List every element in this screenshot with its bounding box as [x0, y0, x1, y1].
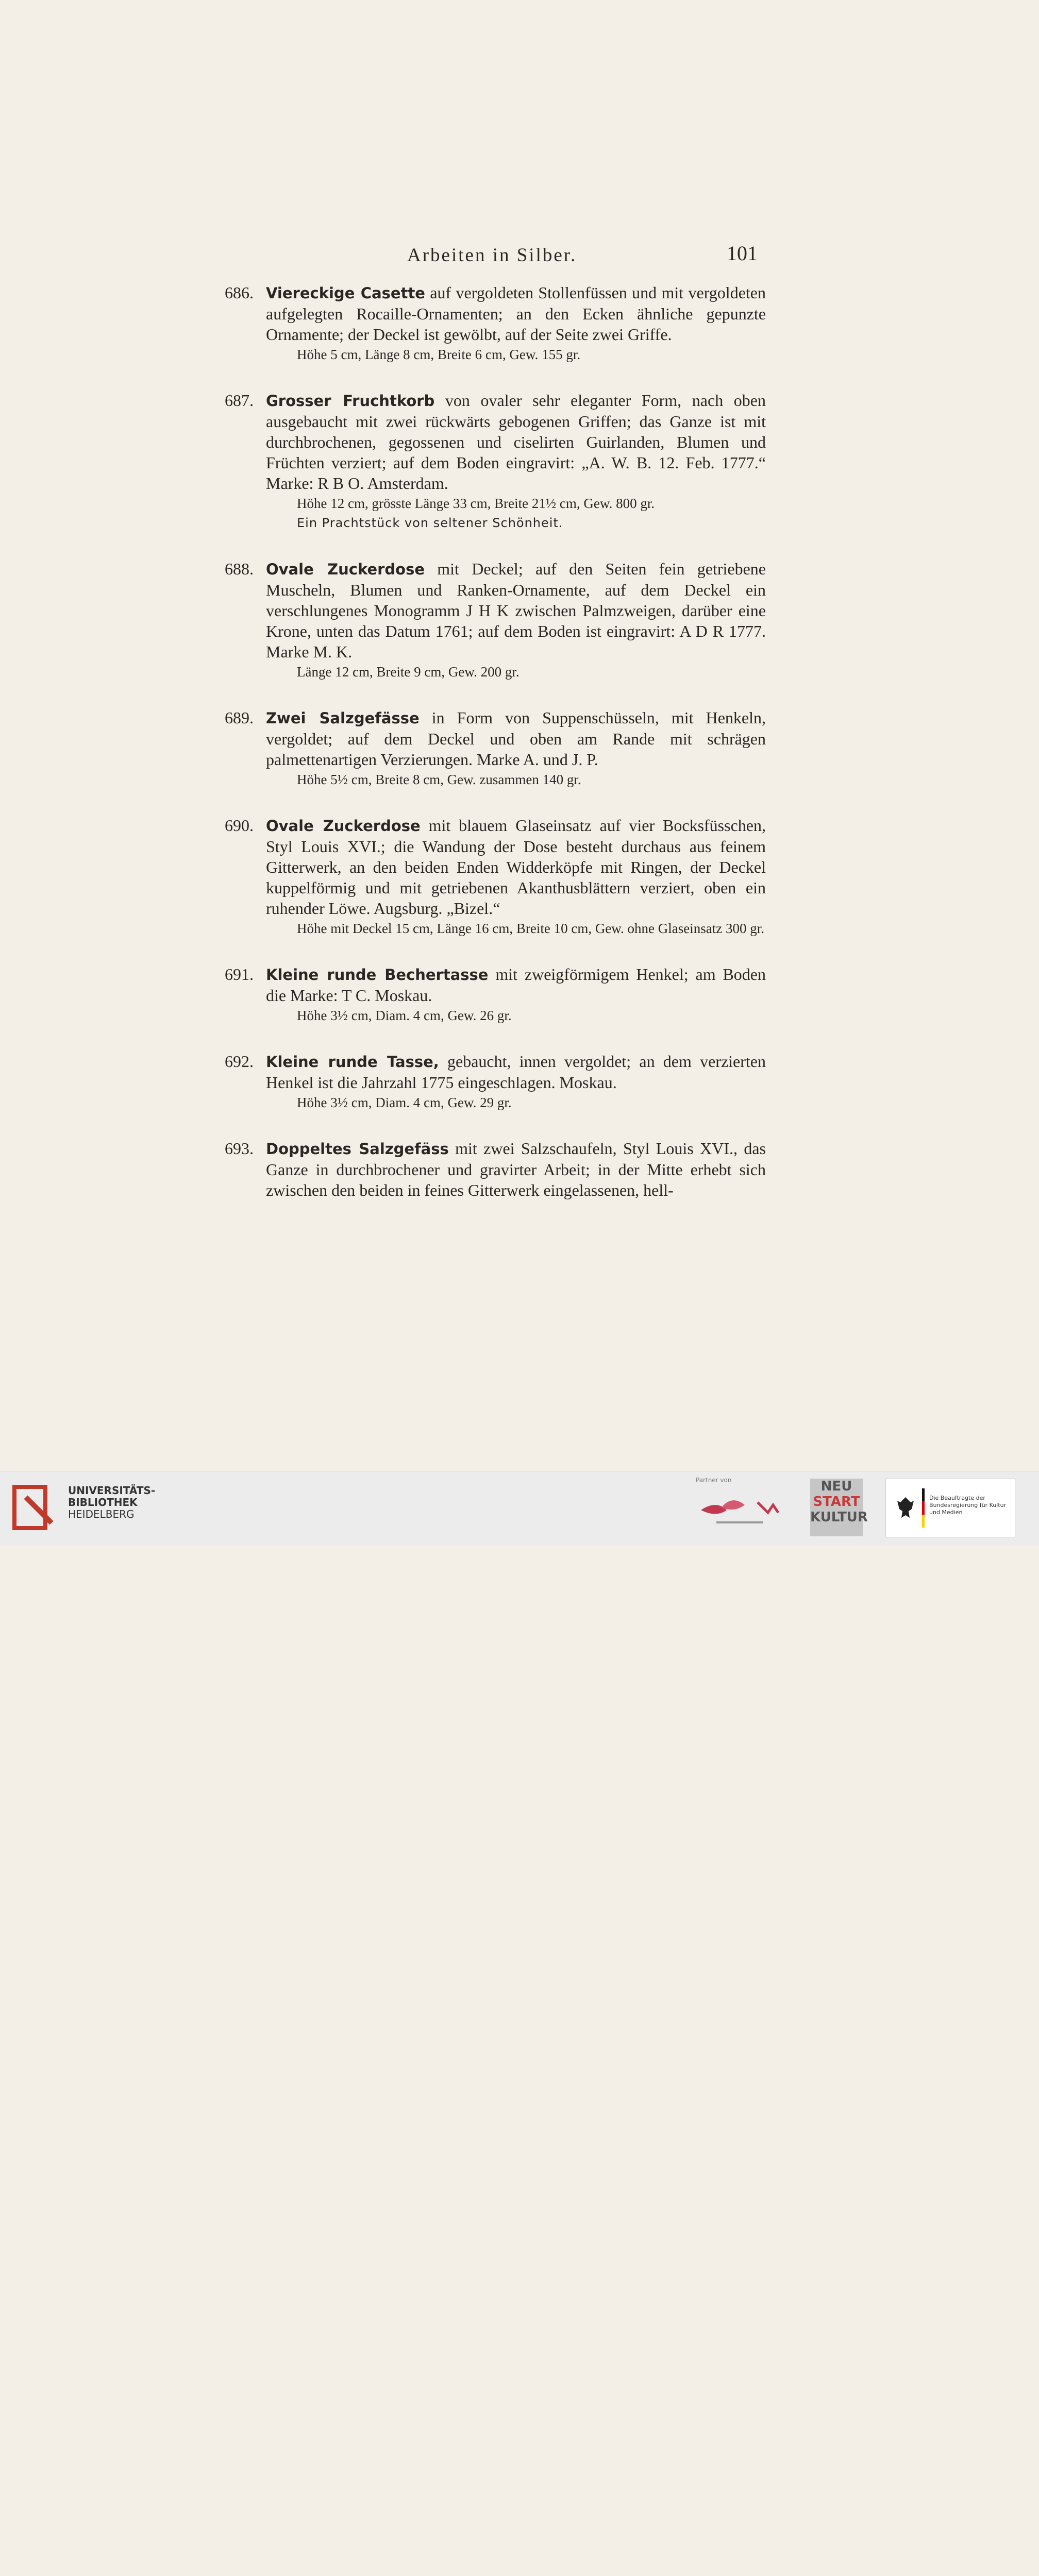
entry-693	[225, 1138, 766, 1200]
library-name-line: UNIVERSITÄTS-	[68, 1484, 156, 1497]
entry-text: mit blauem Glaseinsatz auf vier Bocksfüsschen, Styl Louis XVI.; die Wandung der Dose besteht durchaus aus feinem Gitterwerk, an den beiden Enden Widderköpfe mit Ringen, der Deckel kuppelförmig und mit getriebenen Akanthusblättern verziert, oben ein ruhender Löwe. Augsburg. „Bizel.“	[266, 816, 766, 918]
entry-measurements: Höhe 3½ cm, Diam. 4 cm, Gew. 26 gr.	[297, 1008, 512, 1023]
entry-number: 688.	[225, 560, 254, 578]
entry-title: Ovale Zuckerdose	[266, 817, 421, 835]
running-title: Arbeiten in Silber.	[407, 245, 577, 266]
entry-body	[266, 558, 766, 662]
german-flag-icon	[922, 1488, 925, 1528]
entry-body	[266, 707, 766, 770]
entry-number: 689.	[225, 708, 254, 727]
entry-measurements: Höhe 5½ cm, Breite 8 cm, Gew. zusammen 140 gr.	[297, 772, 581, 787]
entry-text: von ovaler sehr eleganter Form, nach oben ausgebaucht mit zwei rückwärts gebogenen Griffen; das Ganze ist mit durchbrochenen, gegossenen und ciselirten Guirlanden, Blumen und Früchten verziert; auf dem Boden eingravirt: „A. W. B. 12. Feb. 1777.“ Marke: R B O. Amsterdam.	[266, 391, 766, 493]
library-name-line: BIBLIOTHEK	[68, 1496, 138, 1509]
entry-title: Kleine runde Bechertasse	[266, 966, 489, 984]
entry-measurements: Höhe 3½ cm, Diam. 4 cm, Gew. 29 gr.	[297, 1095, 512, 1110]
neustart-line: START	[813, 1494, 860, 1510]
entry-690	[225, 815, 766, 938]
entry-body	[266, 282, 766, 345]
entry-measurements: Höhe 12 cm, grösste Länge 33 cm, Breite 21½ cm, Gew. 800 gr.	[297, 496, 655, 511]
entry-number: 693.	[225, 1139, 254, 1158]
entry-number: 691.	[225, 965, 254, 984]
entry-body	[266, 1138, 766, 1200]
entry-title: Ovale Zuckerdose	[266, 561, 425, 578]
catalog-entries	[225, 282, 766, 1226]
page-header	[402, 241, 758, 267]
entry-text: mit zweigförmigem Henkel; am Boden die Marke: T C. Moskau.	[266, 965, 766, 1005]
entry-title: Doppeltes Salzgefäss	[266, 1140, 449, 1158]
partner-label: Partner von	[696, 1477, 732, 1484]
entry-text: auf vergoldeten Stollenfüssen und mit vergoldeten aufgelegten Rocaille-Ornamenten; an den Ecken ähnliche gepunzte Ornamente; der Deckel ist gewölbt, auf der Seite zwei Griffe.	[266, 283, 766, 344]
entry-title: Kleine runde Tasse,	[266, 1053, 439, 1071]
entry-measurements: Länge 12 cm, Breite 9 cm, Gew. 200 gr.	[297, 664, 520, 680]
eagle-icon	[895, 1495, 916, 1520]
neustart-line: NEU	[820, 1479, 852, 1494]
entry-text: in Form von Suppenschüsseln, mit Henkeln, vergoldet; auf dem Deckel und oben am Rande mit schrägen palmettenartigen Verzierungen. Marke A. und J. P.	[266, 708, 766, 769]
library-logo-icon[interactable]	[10, 1482, 62, 1533]
viewer-footer	[0, 1471, 1039, 1545]
neustart-line: KULTUR	[810, 1510, 868, 1525]
entry-691	[225, 964, 766, 1025]
entry-body	[266, 815, 766, 919]
entry-number: 692.	[225, 1052, 254, 1071]
entry-title: Zwei Salzgefässe	[266, 709, 420, 727]
library-name-line: HEIDELBERG	[68, 1508, 135, 1520]
entry-title: Viereckige Casette	[266, 284, 425, 302]
entry-number: 687.	[225, 391, 254, 410]
entry-body	[266, 1051, 766, 1093]
entry-measurements: Höhe mit Deckel 15 cm, Länge 16 cm, Breite 10 cm, Gew. ohne Glaseinsatz 300 gr.	[297, 921, 764, 936]
entry-measurements: Höhe 5 cm, Länge 8 cm, Breite 6 cm, Gew. 155 gr.	[297, 347, 581, 362]
entry-text: gebaucht, innen vergoldet; an dem verzierten Henkel ist die Jahrzahl 1775 eingeschlagen. Moskau.	[266, 1052, 766, 1092]
page-number: 101	[727, 242, 758, 265]
entry-688	[225, 558, 766, 682]
bund-text: Die Beauftragte der Bundesregierung für Kultur und Medien	[929, 1495, 1007, 1516]
entry-body	[266, 964, 766, 1006]
entry-title: Grosser Fruchtkorb	[266, 392, 435, 410]
library-name[interactable]	[68, 1485, 155, 1520]
entry-number: 690.	[225, 816, 254, 835]
entry-number: 686.	[225, 283, 254, 302]
entry-text: mit zwei Salzschaufeln, Styl Louis XVI., das Ganze in durchbrochener und gravirter Arbeit; in der Mitte erhebt sich zwischen den beiden in feines Gitterwerk eingelassenen, hell-	[266, 1139, 766, 1199]
entry-text: mit Deckel; auf den Seiten fein getriebene Muscheln, Blumen und Ranken-Ornamente, auf dem Deckel ein verschlungenes Monogramm J H K zwischen Palmzweigen, darüber eine Krone, unten das Datum 1761; auf dem Boden ist eingravirt: A D R 1777. Marke M. K.	[266, 560, 766, 661]
entry-686	[225, 282, 766, 364]
entry-687	[225, 390, 766, 533]
entry-689	[225, 707, 766, 789]
entry-692	[225, 1051, 766, 1112]
bund-logo[interactable]	[885, 1479, 1015, 1537]
partner-logo-icon[interactable]	[696, 1489, 789, 1531]
neustart-kultur-logo[interactable]	[810, 1479, 868, 1536]
entry-note: Ein Prachtstück von seltener Schönheit.	[297, 516, 563, 530]
entry-body	[266, 390, 766, 494]
